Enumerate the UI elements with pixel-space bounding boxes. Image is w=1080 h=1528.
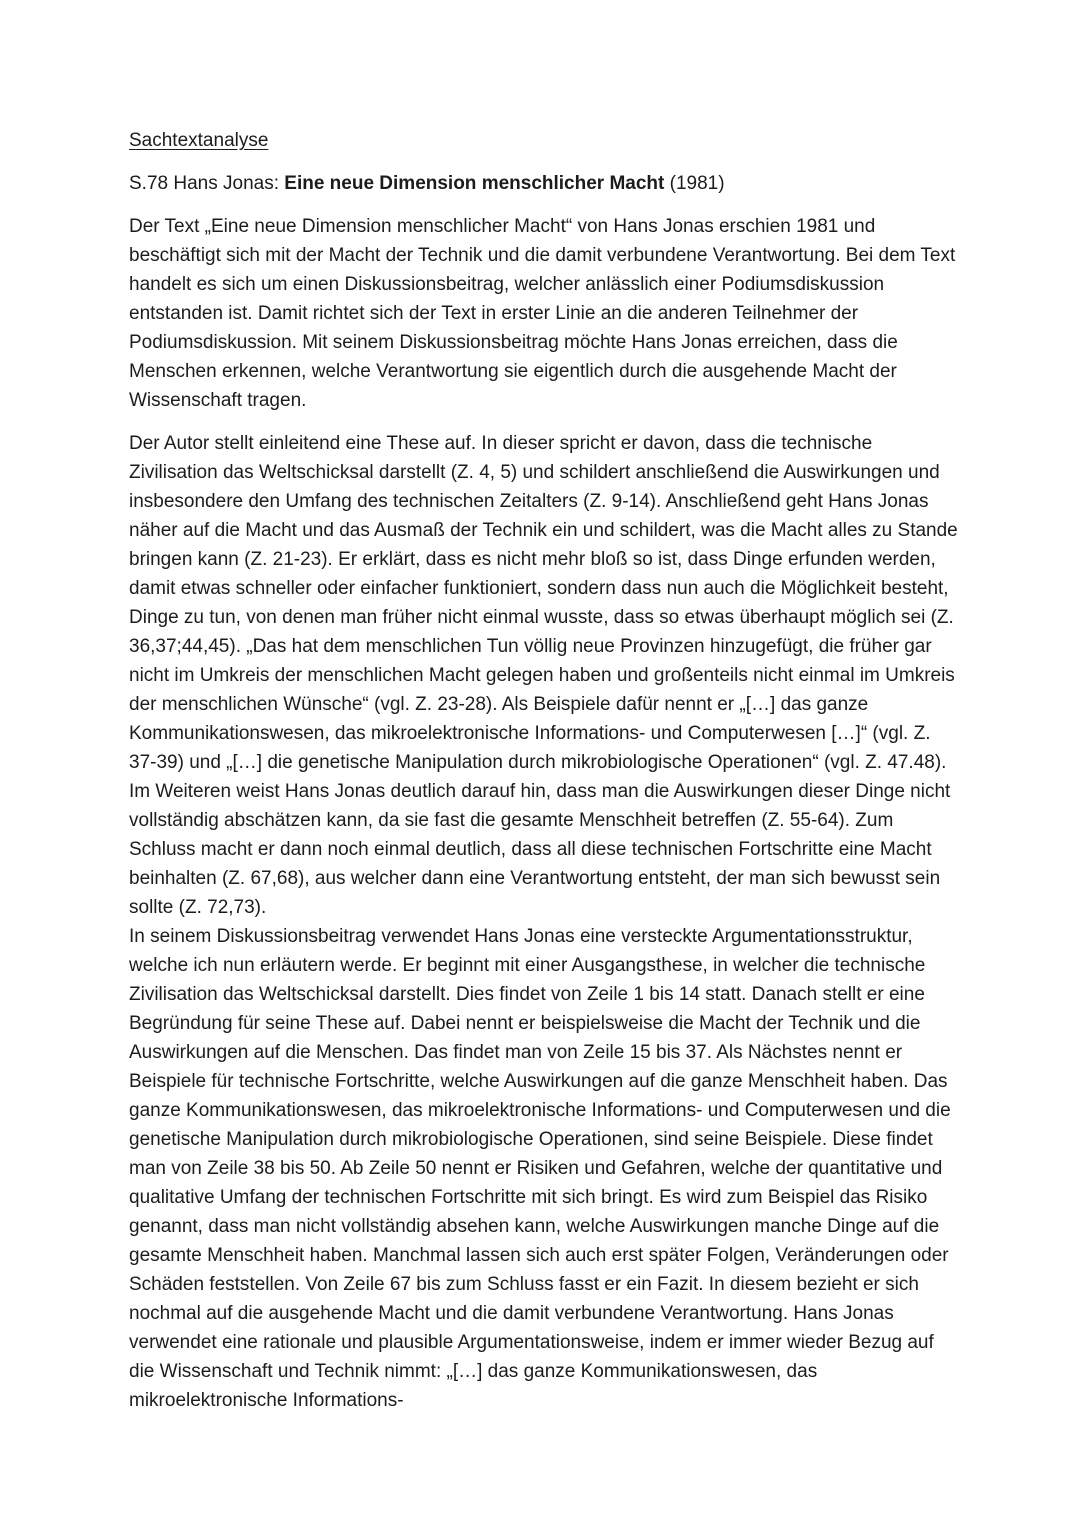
document-subtitle: [129, 169, 959, 198]
document-heading: Sachtextanalyse: [129, 130, 269, 151]
paragraph-content-summary: Der Autor stellt einleitend eine These auf. In dieser spricht er davon, dass die technische Zivilisation das Weltschicksal darstellt (Z. 4, 5) und schildert anschließend die Auswirkungen und insbesondere den Umfang des technischen Zeitalters (Z. 9-14). Anschließend geht Hans Jonas näher auf die Macht und das Ausmaß der Technik ein und schildert, was die Macht alles zu Stande bringen kann (Z. 21-23). Er erklärt, dass es nicht mehr bloß so ist, dass Dinge erfunden werden, damit etwas schneller oder einfacher funktioniert, sondern dass nun auch die Möglichkeit besteht, Dinge zu tun, von denen man früher nicht einmal wusste, dass so etwas überhaupt möglich sei (Z. 36,37;44,45). „Das hat dem menschlichen Tun völlig neue Provinzen hinzugefügt, die früher gar nicht im Umkreis der menschlichen Macht gelegen haben und großenteils nicht einmal im Umkreis der menschlichen Wünsche“ (vgl. Z. 23-28). Als Beispiele dafür nennt er „[…] das ganze Kommunikationswesen, das mikroelektronische Informations- und Computerwesen […]“ (vgl. Z. 37-39) und „[…] die genetische Manipulation durch mikrobiologische Operationen“ (vgl. Z. 47.48). Im Weiteren weist Hans Jonas deutlich darauf hin, dass man die Auswirkungen dieser Dinge nicht vollständig abschätzen kann, da sie fast die gesamte Menschheit betreffen (Z. 55-64). Zum Schluss macht er dann noch einmal deutlich, dass all diese technischen Fortschritte eine Macht beinhalten (Z. 67,68), aus welcher dann eine Verantwortung entsteht, der man sich bewusst sein sollte (Z. 72,73).: [129, 433, 958, 918]
paragraph-introduction: Der Text „Eine neue Dimension menschlicher Macht“ von Hans Jonas erschien 1981 und beschäftigt sich mit der Macht der Technik und die damit verbundene Verantwortung. Bei dem Text handelt es sich um einen Diskussionsbeitrag, welcher anlässlich einer Podiumsdiskussion entstanden ist. Damit richtet sich der Text in erster Linie an die anderen Teilnehmer der Podiumsdiskussion. Mit seinem Diskussionsbeitrag möchte Hans Jonas erreichen, dass die Menschen erkennen, welche Verantwortung sie eigentlich durch die ausgehende Macht der Wissenschaft tragen.: [129, 216, 956, 411]
document-page: [129, 126, 959, 1415]
subtitle-prefix: S.78 Hans Jonas:: [129, 173, 285, 194]
paragraph-argument-structure: In seinem Diskussionsbeitrag verwendet Hans Jonas eine versteckte Argumentationsstruktur, welche ich nun erläutern werde. Er beginnt mit einer Ausgangsthese, in welcher die technische Zivilisation das Weltschicksal darstellt. Dies findet von Zeile 1 bis 14 statt. Danach stellt er eine Begründung für seine These auf. Dabei nennt er beispielsweise die Macht der Technik und die Auswirkungen auf die Menschen. Das findet man von Zeile 15 bis 37. Als Nächstes nennt er Beispiele für technische Fortschritte, welche Auswirkungen auf die ganze Menschheit haben. Das ganze Kommunikationswesen, das mikroelektronische Informations- und Computerwesen und die genetische Manipulation durch mikrobiologische Operationen, sind seine Beispiele. Diese findet man von Zeile 38 bis 50. Ab Zeile 50 nennt er Risiken und Gefahren, welche der quantitative und qualitative Umfang der technischen Fortschritte mit sich bringt. Es wird zum Beispiel das Risiko genannt, dass man nicht vollständig absehen kann, welche Auswirkungen manche Dinge auf die gesamte Menschheit haben. Manchmal lassen sich auch erst später Folgen, Veränderungen oder Schäden feststellen. Von Zeile 67 bis zum Schluss fasst er ein Fazit. In diesem bezieht er sich nochmal auf die ausgehende Macht und die damit verbundene Verantwortung. Hans Jonas verwendet eine rationale und plausible Argumentationsweise, indem er immer wieder Bezug auf die Wissenschaft und Technik nimmt: „[…] das ganze Kommunikationswesen, das mikroelektronische Informations-: [129, 926, 951, 1411]
subtitle-title: Eine neue Dimension menschlicher Macht: [284, 173, 665, 194]
subtitle-year: (1981): [664, 173, 725, 194]
